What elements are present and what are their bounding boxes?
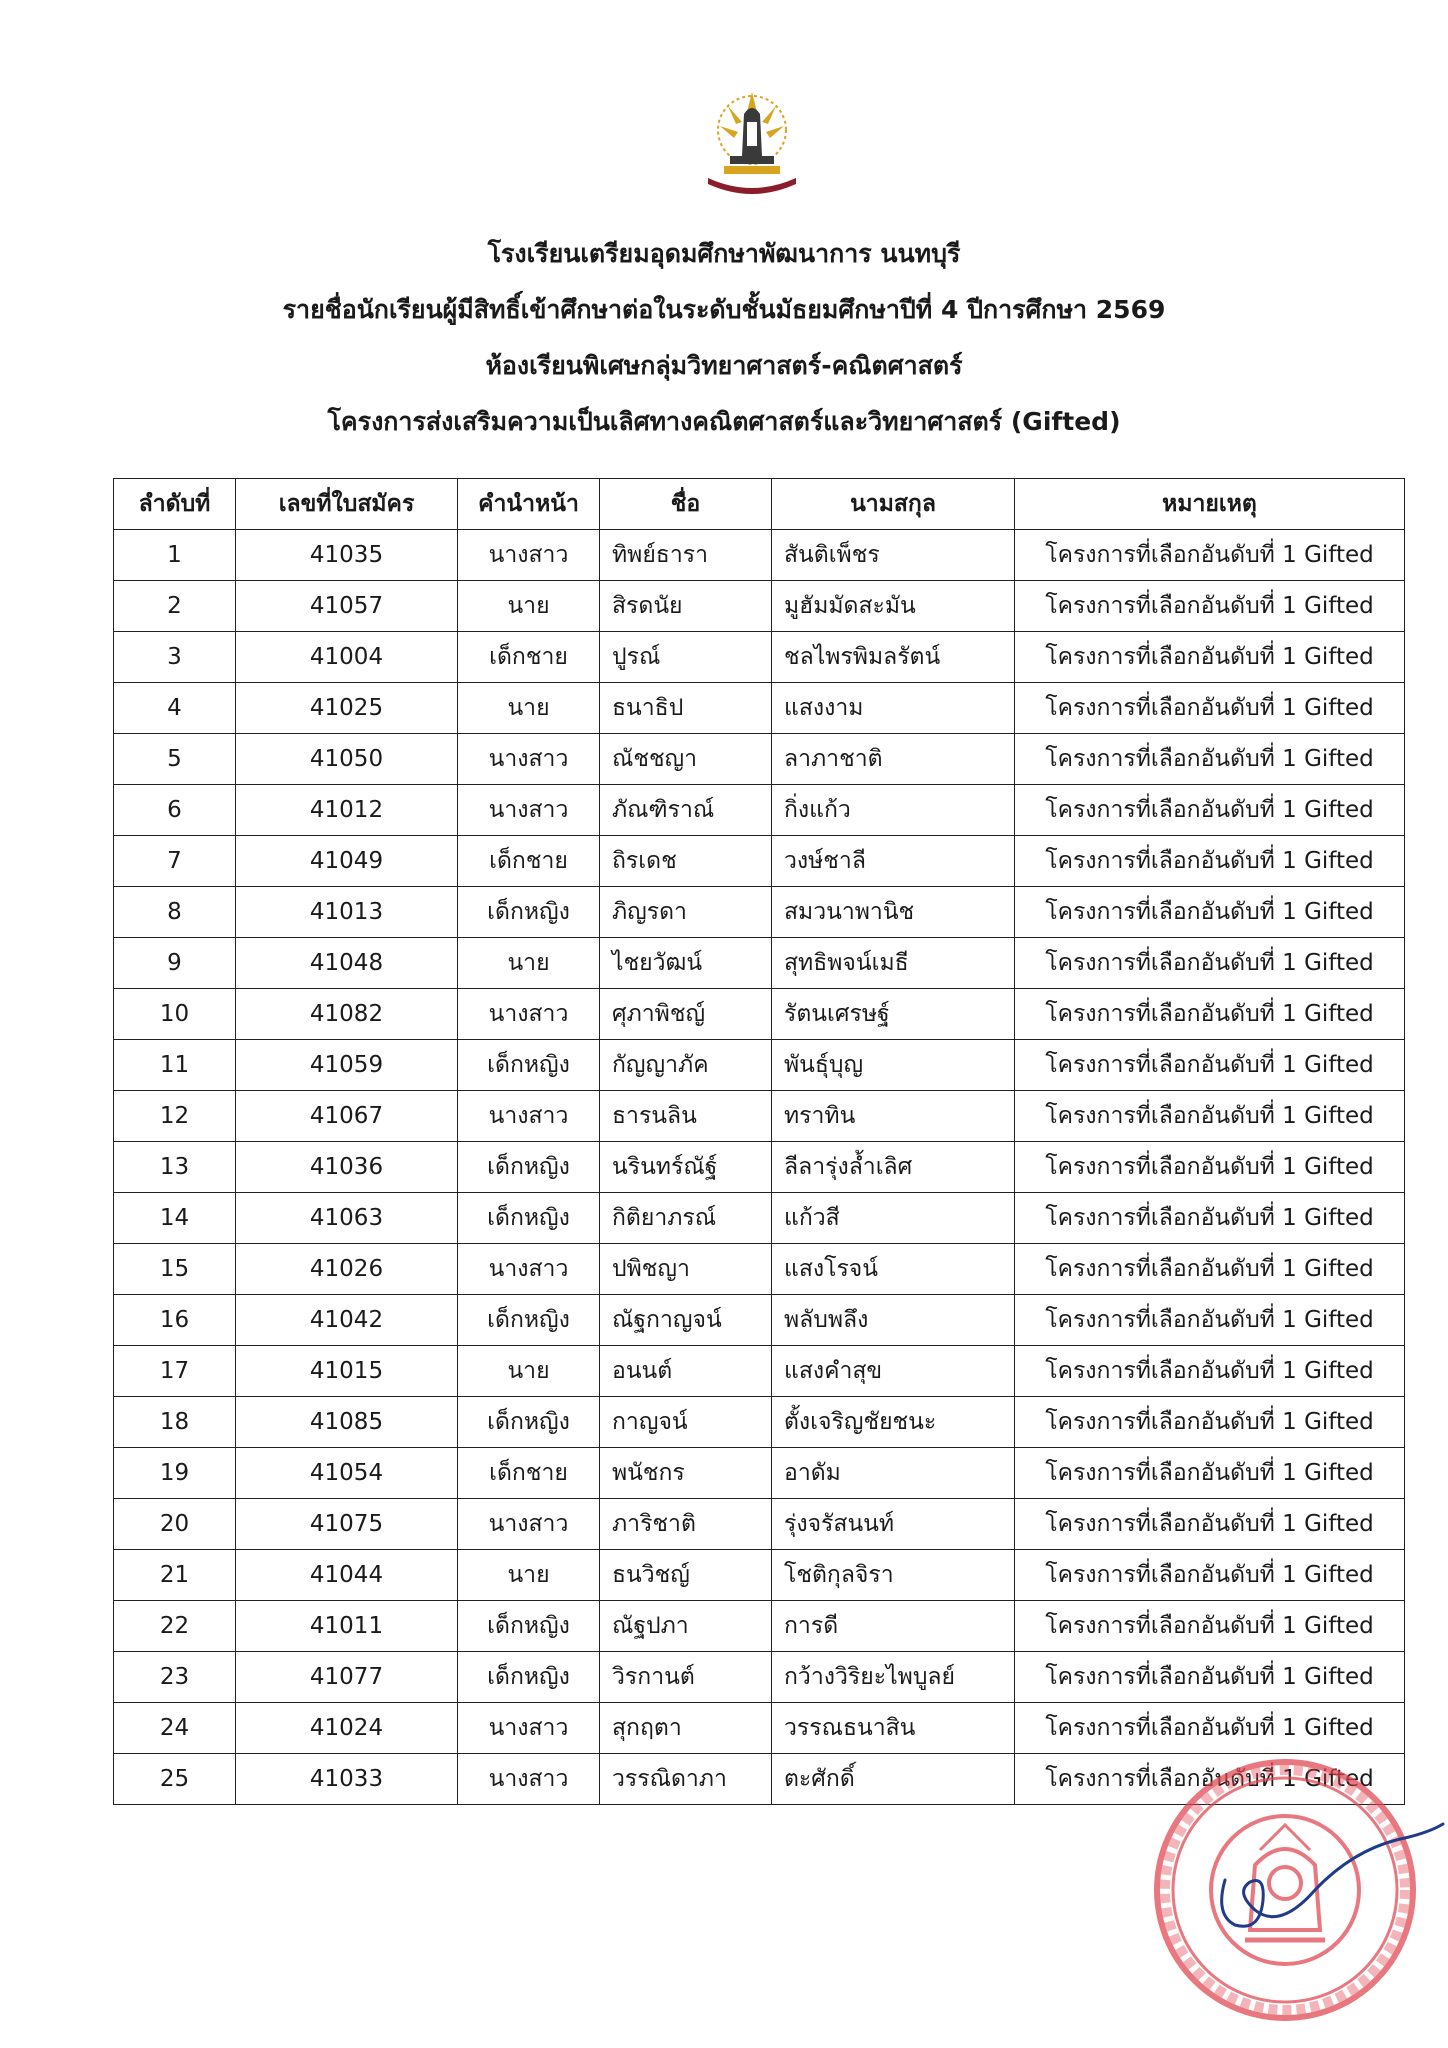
prefix-cell: เด็กชาย: [458, 632, 600, 683]
table-row: [114, 632, 1405, 683]
first-name-cell: ทิพย์ธารา: [600, 530, 772, 581]
order-cell: 23: [114, 1652, 236, 1703]
application-number-cell: 41057: [236, 581, 458, 632]
remark-cell: โครงการที่เลือกอันดับที่ 1 Gifted: [1015, 581, 1405, 632]
order-cell: 21: [114, 1550, 236, 1601]
application-number-cell: 41059: [236, 1040, 458, 1091]
order-cell: 7: [114, 836, 236, 887]
order-cell: 6: [114, 785, 236, 836]
school-emblem-logo: [690, 86, 814, 206]
application-number-cell: 41063: [236, 1193, 458, 1244]
last-name-cell: แก้วสี: [772, 1193, 1015, 1244]
column-header-remark: หมายเหตุ: [1015, 479, 1405, 530]
prefix-cell: เด็กชาย: [458, 836, 600, 887]
application-number-cell: 41033: [236, 1754, 458, 1805]
prefix-cell: เด็กหญิง: [458, 1193, 600, 1244]
first-name-cell: สุกฤตา: [600, 1703, 772, 1754]
last-name-cell: แสงงาม: [772, 683, 1015, 734]
prefix-cell: นางสาว: [458, 530, 600, 581]
prefix-cell: นางสาว: [458, 785, 600, 836]
first-name-cell: อนนต์: [600, 1346, 772, 1397]
remark-cell: โครงการที่เลือกอันดับที่ 1 Gifted: [1015, 1295, 1405, 1346]
application-number-cell: 41082: [236, 989, 458, 1040]
column-header-first-name: ชื่อ: [600, 479, 772, 530]
school-name: โรงเรียนเตรียมอุดมศึกษาพัฒนาการ นนทบุรี: [487, 239, 961, 268]
table-row: [114, 1550, 1405, 1601]
prefix-cell: เด็กชาย: [458, 1448, 600, 1499]
prefix-cell: เด็กหญิง: [458, 1601, 600, 1652]
order-cell: 3: [114, 632, 236, 683]
remark-cell: โครงการที่เลือกอันดับที่ 1 Gifted: [1015, 1448, 1405, 1499]
order-cell: 10: [114, 989, 236, 1040]
prefix-cell: นางสาว: [458, 734, 600, 785]
last-name-cell: ตั้งเจริญชัยชนะ: [772, 1397, 1015, 1448]
prefix-cell: นางสาว: [458, 1244, 600, 1295]
application-number-cell: 41075: [236, 1499, 458, 1550]
table-row: [114, 1601, 1405, 1652]
order-cell: 18: [114, 1397, 236, 1448]
remark-cell: โครงการที่เลือกอันดับที่ 1 Gifted: [1015, 530, 1405, 581]
order-cell: 13: [114, 1142, 236, 1193]
first-name-cell: ภิญรดา: [600, 887, 772, 938]
last-name-cell: กิ่งแก้ว: [772, 785, 1015, 836]
remark-cell: โครงการที่เลือกอันดับที่ 1 Gifted: [1015, 1040, 1405, 1091]
first-name-cell: ธนวิชญ์: [600, 1550, 772, 1601]
order-cell: 25: [114, 1754, 236, 1805]
remark-cell: โครงการที่เลือกอันดับที่ 1 Gifted: [1015, 632, 1405, 683]
last-name-cell: ตะศักดิ์: [772, 1754, 1015, 1805]
order-cell: 15: [114, 1244, 236, 1295]
last-name-cell: แสงคำสุข: [772, 1346, 1015, 1397]
order-cell: 2: [114, 581, 236, 632]
application-number-cell: 41042: [236, 1295, 458, 1346]
prefix-cell: นางสาว: [458, 1703, 600, 1754]
order-cell: 24: [114, 1703, 236, 1754]
application-number-cell: 41004: [236, 632, 458, 683]
last-name-cell: กว้างวิริยะไพบูลย์: [772, 1652, 1015, 1703]
application-number-cell: 41026: [236, 1244, 458, 1295]
application-number-cell: 41085: [236, 1397, 458, 1448]
table-row: [114, 1244, 1405, 1295]
prefix-cell: เด็กหญิง: [458, 1142, 600, 1193]
remark-cell: โครงการที่เลือกอันดับที่ 1 Gifted: [1015, 1091, 1405, 1142]
first-name-cell: ณัชชญา: [600, 734, 772, 785]
document-header: [0, 226, 1448, 450]
first-name-cell: กัญญาภัค: [600, 1040, 772, 1091]
prefix-cell: นาย: [458, 581, 600, 632]
table-row: [114, 581, 1405, 632]
student-list-table: [113, 478, 1405, 1805]
first-name-cell: วรรณิดาภา: [600, 1754, 772, 1805]
prefix-cell: นาย: [458, 938, 600, 989]
last-name-cell: อาดัม: [772, 1448, 1015, 1499]
column-header-application-number: เลขที่ใบสมัคร: [236, 479, 458, 530]
order-cell: 8: [114, 887, 236, 938]
remark-cell: โครงการที่เลือกอันดับที่ 1 Gifted: [1015, 1550, 1405, 1601]
table-row: [114, 1091, 1405, 1142]
order-cell: 1: [114, 530, 236, 581]
remark-cell: โครงการที่เลือกอันดับที่ 1 Gifted: [1015, 734, 1405, 785]
first-name-cell: ไชยวัฒน์: [600, 938, 772, 989]
table-row: [114, 1142, 1405, 1193]
prefix-cell: นาย: [458, 1346, 600, 1397]
prefix-cell: นาย: [458, 683, 600, 734]
first-name-cell: ศุภาพิชญ์: [600, 989, 772, 1040]
remark-cell: โครงการที่เลือกอันดับที่ 1 Gifted: [1015, 1754, 1405, 1805]
order-cell: 11: [114, 1040, 236, 1091]
first-name-cell: ปพิชญา: [600, 1244, 772, 1295]
application-number-cell: 41036: [236, 1142, 458, 1193]
application-number-cell: 41025: [236, 683, 458, 734]
table-row: [114, 938, 1405, 989]
table-row: [114, 734, 1405, 785]
remark-cell: โครงการที่เลือกอันดับที่ 1 Gifted: [1015, 1193, 1405, 1244]
application-number-cell: 41054: [236, 1448, 458, 1499]
order-cell: 17: [114, 1346, 236, 1397]
first-name-cell: ณัฐกาญจน์: [600, 1295, 772, 1346]
last-name-cell: ลาภาชาติ: [772, 734, 1015, 785]
remark-cell: โครงการที่เลือกอันดับที่ 1 Gifted: [1015, 989, 1405, 1040]
last-name-cell: มูฮัมมัดสะมัน: [772, 581, 1015, 632]
table-row: [114, 1040, 1405, 1091]
last-name-cell: การดี: [772, 1601, 1015, 1652]
order-cell: 9: [114, 938, 236, 989]
remark-cell: โครงการที่เลือกอันดับที่ 1 Gifted: [1015, 1397, 1405, 1448]
application-number-cell: 41077: [236, 1652, 458, 1703]
prefix-cell: เด็กหญิง: [458, 887, 600, 938]
last-name-cell: พันธุ์บุญ: [772, 1040, 1015, 1091]
column-header-last-name: นามสกุล: [772, 479, 1015, 530]
last-name-cell: รัตนเศรษฐ์: [772, 989, 1015, 1040]
table-row: [114, 1448, 1405, 1499]
application-number-cell: 41024: [236, 1703, 458, 1754]
remark-cell: โครงการที่เลือกอันดับที่ 1 Gifted: [1015, 836, 1405, 887]
first-name-cell: กิติยาภรณ์: [600, 1193, 772, 1244]
last-name-cell: พลับพลึง: [772, 1295, 1015, 1346]
application-number-cell: 41015: [236, 1346, 458, 1397]
classroom-title: ห้องเรียนพิเศษกลุ่มวิทยาศาสตร์-คณิตศาสตร์: [485, 351, 963, 380]
application-number-cell: 41049: [236, 836, 458, 887]
order-cell: 19: [114, 1448, 236, 1499]
prefix-cell: นางสาว: [458, 989, 600, 1040]
column-header-prefix: คำนำหน้า: [458, 479, 600, 530]
table-row: [114, 530, 1405, 581]
prefix-cell: นาย: [458, 1550, 600, 1601]
remark-cell: โครงการที่เลือกอันดับที่ 1 Gifted: [1015, 1703, 1405, 1754]
application-number-cell: 41011: [236, 1601, 458, 1652]
program-title: โครงการส่งเสริมความเป็นเลิศทางคณิตศาสตร์และวิทยาศาสตร์ (Gifted): [327, 407, 1121, 436]
first-name-cell: ถิรเดช: [600, 836, 772, 887]
table-row: [114, 989, 1405, 1040]
remark-cell: โครงการที่เลือกอันดับที่ 1 Gifted: [1015, 1601, 1405, 1652]
remark-cell: โครงการที่เลือกอันดับที่ 1 Gifted: [1015, 683, 1405, 734]
order-cell: 4: [114, 683, 236, 734]
table-row: [114, 1346, 1405, 1397]
last-name-cell: ชลไพรพิมลรัตน์: [772, 632, 1015, 683]
table-row: [114, 1295, 1405, 1346]
application-number-cell: 41012: [236, 785, 458, 836]
last-name-cell: วงษ์ชาลี: [772, 836, 1015, 887]
first-name-cell: ภัณฑิราณ์: [600, 785, 772, 836]
first-name-cell: ธารนลิน: [600, 1091, 772, 1142]
order-cell: 5: [114, 734, 236, 785]
prefix-cell: เด็กหญิง: [458, 1295, 600, 1346]
application-number-cell: 41067: [236, 1091, 458, 1142]
table-row: [114, 1652, 1405, 1703]
table-body: [114, 530, 1405, 1805]
first-name-cell: พนัชกร: [600, 1448, 772, 1499]
remark-cell: โครงการที่เลือกอันดับที่ 1 Gifted: [1015, 938, 1405, 989]
remark-cell: โครงการที่เลือกอันดับที่ 1 Gifted: [1015, 785, 1405, 836]
remark-cell: โครงการที่เลือกอันดับที่ 1 Gifted: [1015, 1142, 1405, 1193]
order-cell: 22: [114, 1601, 236, 1652]
last-name-cell: วรรณธนาสิน: [772, 1703, 1015, 1754]
application-number-cell: 41035: [236, 530, 458, 581]
table-row: [114, 785, 1405, 836]
last-name-cell: โชติกุลจิรา: [772, 1550, 1015, 1601]
order-cell: 16: [114, 1295, 236, 1346]
first-name-cell: วิรกานต์: [600, 1652, 772, 1703]
order-cell: 14: [114, 1193, 236, 1244]
table-row: [114, 1703, 1405, 1754]
table-row: [114, 683, 1405, 734]
first-name-cell: ธนาธิป: [600, 683, 772, 734]
order-cell: 12: [114, 1091, 236, 1142]
last-name-cell: แสงโรจน์: [772, 1244, 1015, 1295]
table-row: [114, 836, 1405, 887]
last-name-cell: สันติเพ็ชร: [772, 530, 1015, 581]
table-header-row: [114, 479, 1405, 530]
table-row: [114, 1193, 1405, 1244]
last-name-cell: รุ่งจรัสนนท์: [772, 1499, 1015, 1550]
last-name-cell: สมวนาพานิช: [772, 887, 1015, 938]
last-name-cell: ลีลารุ่งล้ำเลิศ: [772, 1142, 1015, 1193]
prefix-cell: นางสาว: [458, 1499, 600, 1550]
first-name-cell: ภาริชาติ: [600, 1499, 772, 1550]
prefix-cell: นางสาว: [458, 1091, 600, 1142]
prefix-cell: เด็กหญิง: [458, 1652, 600, 1703]
table-row: [114, 1397, 1405, 1448]
application-number-cell: 41048: [236, 938, 458, 989]
table-row: [114, 887, 1405, 938]
remark-cell: โครงการที่เลือกอันดับที่ 1 Gifted: [1015, 1652, 1405, 1703]
remark-cell: โครงการที่เลือกอันดับที่ 1 Gifted: [1015, 1346, 1405, 1397]
first-name-cell: กาญจน์: [600, 1397, 772, 1448]
prefix-cell: เด็กหญิง: [458, 1397, 600, 1448]
last-name-cell: สุทธิพจน์เมธี: [772, 938, 1015, 989]
signature-mark: [1205, 1820, 1448, 1960]
application-number-cell: 41013: [236, 887, 458, 938]
prefix-cell: นางสาว: [458, 1754, 600, 1805]
application-number-cell: 41044: [236, 1550, 458, 1601]
first-name-cell: ณัฐปภา: [600, 1601, 772, 1652]
order-cell: 20: [114, 1499, 236, 1550]
last-name-cell: ทราทิน: [772, 1091, 1015, 1142]
application-number-cell: 41050: [236, 734, 458, 785]
remark-cell: โครงการที่เลือกอันดับที่ 1 Gifted: [1015, 1244, 1405, 1295]
first-name-cell: สิรดนัย: [600, 581, 772, 632]
remark-cell: โครงการที่เลือกอันดับที่ 1 Gifted: [1015, 887, 1405, 938]
column-header-order: ลำดับที่: [114, 479, 236, 530]
list-title: รายชื่อนักเรียนผู้มีสิทธิ์เข้าศึกษาต่อในระดับชั้นมัธยมศึกษาปีที่ 4 ปีการศึกษา 2569: [282, 295, 1166, 324]
table-row: [114, 1499, 1405, 1550]
first-name-cell: นรินทร์ณัฐ์: [600, 1142, 772, 1193]
first-name-cell: ปูรณ์: [600, 632, 772, 683]
prefix-cell: เด็กหญิง: [458, 1040, 600, 1091]
remark-cell: โครงการที่เลือกอันดับที่ 1 Gifted: [1015, 1499, 1405, 1550]
